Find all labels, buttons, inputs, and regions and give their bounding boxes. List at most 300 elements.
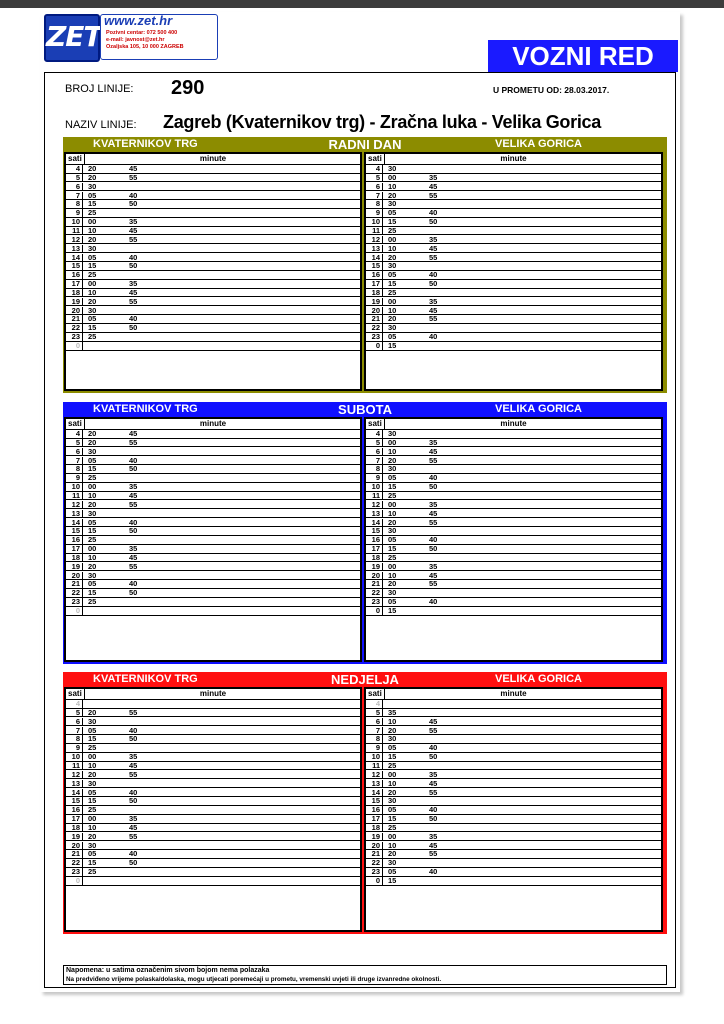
hour-row (366, 519, 661, 528)
minute-cell: 45 (429, 778, 438, 788)
hour-cell: 22 (66, 589, 83, 597)
hour-cell: 14 (366, 254, 383, 262)
hour-row (366, 718, 661, 727)
minute-cell: 45 (429, 508, 438, 518)
hour-cell: 10 (366, 753, 383, 761)
hour-row (366, 735, 661, 744)
hour-cell: 6 (66, 718, 83, 726)
hour-cell: 14 (66, 254, 83, 262)
hour-cell: 9 (366, 744, 383, 752)
zet-contact-line: Pozivni centar: 072 500 400 (106, 30, 178, 36)
minute-cell: 20 (88, 296, 97, 306)
minute-cell: 30 (388, 526, 397, 536)
hour-row (66, 527, 360, 536)
hour-cell: 19 (366, 833, 383, 841)
hour-row (66, 868, 360, 877)
timetable-frame (44, 72, 676, 988)
hour-row (66, 271, 360, 280)
minute-cell: 30 (388, 199, 397, 209)
destination-title: VELIKA GORICA (495, 403, 582, 415)
minute-cell: 55 (129, 234, 138, 244)
minutes-header: minute (199, 689, 227, 698)
hour-cell: 13 (66, 245, 83, 253)
minute-cell: 00 (388, 296, 397, 306)
origin-title: KVATERNIKOV TRG (93, 138, 198, 150)
hour-cell: 7 (366, 727, 383, 735)
hour-cell: 23 (66, 868, 83, 876)
zet-contact-line: e-mail: javnost@zet.hr (106, 37, 165, 43)
minute-cell: 15 (388, 217, 397, 227)
hour-cell: 9 (66, 474, 83, 482)
hour-cell: 6 (366, 718, 383, 726)
hour-cell: 9 (66, 744, 83, 752)
hour-cell: 4 (66, 165, 83, 173)
hour-row (366, 439, 661, 448)
line-name: Zagreb (Kvaternikov trg) - Zračna luka - Velika Gorica (163, 112, 601, 132)
minutes-header: minute (500, 419, 527, 428)
hour-row (66, 554, 360, 563)
hour-row (366, 324, 661, 333)
hour-row (366, 333, 661, 342)
minute-cell: 45 (129, 225, 138, 235)
hour-cell: 14 (66, 789, 83, 797)
hour-cell: 21 (66, 850, 83, 858)
minute-cell: 25 (388, 287, 397, 297)
minute-cell: 15 (388, 544, 397, 554)
hour-row (366, 877, 661, 886)
minute-cell: 40 (429, 473, 438, 483)
minute-cell: 55 (429, 455, 438, 465)
minute-cell: 50 (129, 734, 138, 744)
minute-cell: 55 (129, 707, 138, 717)
hour-cell: 11 (366, 492, 383, 500)
minute-cell: 15 (388, 482, 397, 492)
hour-row (366, 271, 661, 280)
minute-cell: 20 (88, 707, 97, 717)
minute-cell: 20 (88, 172, 97, 182)
minute-cell: 55 (429, 517, 438, 527)
minute-cell: 35 (429, 831, 438, 841)
hour-row (66, 598, 360, 607)
minute-cell: 45 (429, 181, 438, 191)
minute-cell: 25 (88, 270, 97, 280)
hour-cell: 21 (366, 850, 383, 858)
minute-cell: 25 (88, 597, 97, 607)
hour-row (366, 307, 661, 316)
hour-row (66, 700, 360, 709)
hour-row (366, 457, 661, 466)
day-title: SUBOTA (338, 402, 392, 417)
minute-cell: 15 (88, 588, 97, 598)
minute-cell: 40 (429, 270, 438, 280)
hour-cell: 22 (66, 324, 83, 332)
minute-cell: 10 (88, 760, 97, 770)
hour-cell: 10 (66, 753, 83, 761)
minute-cell: 55 (429, 314, 438, 324)
hour-cell: 11 (66, 227, 83, 235)
minute-cell: 00 (88, 279, 97, 289)
minute-cell: 05 (88, 190, 97, 200)
hour-cell: 16 (66, 271, 83, 279)
minute-cell: 25 (88, 332, 97, 342)
hour-row (366, 474, 661, 483)
minute-cell: 40 (429, 805, 438, 815)
minute-cell: 00 (388, 769, 397, 779)
hour-cell: 16 (366, 536, 383, 544)
hour-row (366, 298, 661, 307)
minute-cell: 55 (129, 769, 138, 779)
minute-cell: 15 (388, 606, 397, 615)
hour-row (66, 753, 360, 762)
hour-cell: 7 (66, 457, 83, 465)
hour-cell: 17 (366, 280, 383, 288)
hour-cell: 8 (66, 200, 83, 208)
hour-cell: 21 (66, 580, 83, 588)
minute-cell: 45 (129, 429, 138, 438)
column-divider (384, 419, 385, 430)
minute-cell: 10 (388, 243, 397, 253)
hour-cell: 19 (66, 833, 83, 841)
hour-row (66, 465, 360, 474)
minute-cell: 30 (388, 164, 397, 173)
minute-cell: 40 (129, 787, 138, 797)
minute-cell: 15 (88, 464, 97, 474)
hour-cell: 23 (66, 598, 83, 606)
minute-cell: 10 (388, 716, 397, 726)
hour-cell: 12 (366, 771, 383, 779)
minute-cell: 00 (88, 752, 97, 762)
hour-row (66, 718, 360, 727)
minute-cell: 10 (88, 287, 97, 297)
hour-cell: 19 (66, 563, 83, 571)
minute-cell: 15 (88, 796, 97, 806)
hour-row (366, 289, 661, 298)
hour-cell: 19 (366, 298, 383, 306)
minute-cell: 45 (129, 490, 138, 500)
day-title: NEDJELJA (331, 672, 399, 687)
minute-cell: 35 (388, 707, 397, 717)
minute-cell: 35 (129, 482, 138, 492)
minute-cell: 55 (429, 849, 438, 859)
hour-row (366, 174, 661, 183)
minute-cell: 45 (429, 570, 438, 580)
hour-row (66, 580, 360, 589)
hour-row (66, 735, 360, 744)
departures-left-column (64, 417, 362, 662)
hour-row (366, 192, 661, 201)
hour-cell: 13 (366, 245, 383, 253)
minute-cell: 15 (88, 323, 97, 333)
hour-row (66, 218, 360, 227)
minute-cell: 45 (429, 243, 438, 253)
hour-cell: 7 (366, 457, 383, 465)
minute-cell: 25 (388, 760, 397, 770)
hour-row (366, 709, 661, 718)
minute-cell: 40 (129, 849, 138, 859)
hour-cell: 20 (366, 842, 383, 850)
departures-right-column (364, 417, 663, 662)
hour-cell: 12 (66, 501, 83, 509)
origin-title: KVATERNIKOV TRG (93, 403, 198, 415)
hour-row (366, 165, 661, 174)
hour-row (366, 563, 661, 572)
minute-cell: 35 (429, 296, 438, 306)
minute-cell: 20 (88, 831, 97, 841)
minute-cell: 35 (429, 769, 438, 779)
minute-cell: 50 (129, 323, 138, 333)
minute-cell: 00 (88, 544, 97, 554)
hour-row (66, 789, 360, 798)
minute-cell: 45 (429, 840, 438, 850)
hour-row (66, 589, 360, 598)
minute-cell: 40 (129, 190, 138, 200)
minute-cell: 55 (129, 296, 138, 306)
column-divider (84, 419, 85, 430)
hour-cell: 12 (366, 501, 383, 509)
hour-cell: 10 (66, 483, 83, 491)
minute-cell: 05 (388, 270, 397, 280)
hour-row (366, 598, 661, 607)
hour-cell: 11 (66, 762, 83, 770)
hour-row (366, 700, 661, 709)
hour-cell: 21 (366, 315, 383, 323)
minute-cell: 50 (429, 544, 438, 554)
minute-cell: 55 (429, 725, 438, 735)
hour-cell: 4 (66, 700, 83, 708)
minute-cell: 40 (429, 332, 438, 342)
hour-row (366, 430, 661, 439)
hour-row (66, 430, 360, 439)
minute-cell: 10 (388, 181, 397, 191)
hour-row (66, 501, 360, 510)
hour-row (66, 519, 360, 528)
hour-row (366, 780, 661, 789)
hour-cell: 16 (366, 806, 383, 814)
minute-cell: 00 (388, 437, 397, 447)
column-header (66, 154, 360, 165)
hours-header: sati (68, 689, 82, 698)
hour-cell: 5 (366, 439, 383, 447)
hour-cell: 8 (366, 465, 383, 473)
hour-cell: 18 (366, 554, 383, 562)
column-header (366, 154, 661, 165)
hour-row (66, 727, 360, 736)
minute-cell: 05 (388, 743, 397, 753)
minute-cell: 00 (388, 831, 397, 841)
hour-row (66, 183, 360, 192)
minute-cell: 00 (88, 814, 97, 824)
hour-cell: 8 (366, 200, 383, 208)
hour-cell: 4 (66, 430, 83, 438)
minute-cell: 35 (429, 437, 438, 447)
hour-row (366, 218, 661, 227)
minute-cell: 55 (429, 787, 438, 797)
minute-cell: 30 (388, 261, 397, 271)
minute-cell: 40 (129, 455, 138, 465)
minute-cell: 40 (129, 725, 138, 735)
hour-cell: 12 (366, 236, 383, 244)
hour-cell: 20 (66, 572, 83, 580)
hour-row (366, 254, 661, 263)
hour-cell: 22 (366, 589, 383, 597)
minute-cell: 25 (88, 208, 97, 218)
minute-cell: 00 (388, 172, 397, 182)
minute-cell: 40 (429, 535, 438, 545)
hours-header: sati (68, 154, 82, 163)
hour-row (66, 245, 360, 254)
minute-cell: 50 (429, 752, 438, 762)
minutes-header: minute (199, 154, 227, 163)
hour-row (66, 200, 360, 209)
hour-row (366, 797, 661, 806)
section-header (63, 137, 667, 152)
minute-cell: 35 (129, 814, 138, 824)
hour-cell: 7 (66, 727, 83, 735)
minute-cell: 05 (88, 455, 97, 465)
minute-cell: 50 (429, 482, 438, 492)
hour-row (66, 842, 360, 851)
minute-cell: 30 (388, 858, 397, 868)
minute-cell: 45 (129, 760, 138, 770)
hour-cell: 14 (366, 519, 383, 527)
minute-cell: 55 (429, 190, 438, 200)
minute-cell: 05 (388, 867, 397, 877)
minute-cell: 20 (388, 579, 397, 589)
note-line: Napomena: u satima označenim sivom bojom nema polazaka (66, 967, 270, 974)
hour-cell: 0 (66, 877, 83, 885)
minute-cell: 25 (388, 490, 397, 500)
minute-cell: 15 (388, 279, 397, 289)
hour-row (66, 806, 360, 815)
hour-row (366, 342, 661, 351)
hour-row (366, 762, 661, 771)
minute-cell: 35 (429, 234, 438, 244)
section-radni (63, 137, 667, 393)
minute-cell: 05 (88, 517, 97, 527)
hour-cell: 21 (366, 580, 383, 588)
hour-cell: 0 (366, 342, 383, 350)
minute-cell: 25 (388, 822, 397, 832)
hour-row (66, 227, 360, 236)
hour-row (366, 771, 661, 780)
hours-header: sati (68, 419, 82, 428)
hour-row (66, 815, 360, 824)
hour-cell: 0 (366, 607, 383, 615)
line-number-label: BROJ LINIJE: (65, 83, 134, 95)
hour-cell: 22 (66, 859, 83, 867)
hour-row (66, 262, 360, 271)
hour-row (66, 192, 360, 201)
hour-row (66, 824, 360, 833)
hour-cell: 16 (366, 271, 383, 279)
column-header (66, 419, 360, 430)
hour-row (366, 842, 661, 851)
minute-cell: 00 (388, 499, 397, 509)
minute-cell: 25 (88, 473, 97, 483)
minute-cell: 40 (129, 314, 138, 324)
hour-row (66, 536, 360, 545)
hour-row (66, 607, 360, 616)
section-header (63, 672, 667, 687)
hour-cell: 17 (66, 545, 83, 553)
column-divider (384, 689, 385, 700)
minutes-header: minute (500, 154, 527, 163)
line-name-label: NAZIV LINIJE: (65, 119, 137, 131)
hour-row (66, 483, 360, 492)
hour-cell: 21 (66, 315, 83, 323)
departures-right-column (364, 152, 663, 391)
minute-cell: 25 (88, 535, 97, 545)
minute-cell: 10 (388, 840, 397, 850)
hour-row (366, 545, 661, 554)
minute-cell: 50 (429, 814, 438, 824)
hour-cell: 11 (366, 762, 383, 770)
hour-row (366, 815, 661, 824)
hour-cell: 15 (366, 797, 383, 805)
hour-cell: 5 (66, 174, 83, 182)
column-divider (84, 689, 85, 700)
section-subota (63, 402, 667, 664)
hour-row (366, 527, 661, 536)
hour-row (66, 254, 360, 263)
hour-cell: 18 (366, 289, 383, 297)
hour-row (366, 262, 661, 271)
hour-cell: 4 (366, 430, 383, 438)
minute-cell: 25 (88, 805, 97, 815)
minute-cell: 20 (388, 252, 397, 262)
minute-cell: 40 (429, 597, 438, 607)
hour-cell: 22 (366, 859, 383, 867)
hour-row (66, 510, 360, 519)
hour-row (366, 789, 661, 798)
hour-cell: 10 (366, 483, 383, 491)
hour-row (66, 709, 360, 718)
hour-row (66, 771, 360, 780)
hour-cell: 6 (366, 183, 383, 191)
hour-row (366, 859, 661, 868)
minute-cell: 55 (429, 252, 438, 262)
minute-cell: 20 (388, 725, 397, 735)
minute-cell: 25 (88, 743, 97, 753)
hour-row (366, 465, 661, 474)
hour-row (66, 315, 360, 324)
minute-cell: 10 (388, 446, 397, 456)
minute-cell: 05 (88, 787, 97, 797)
minute-cell: 05 (388, 535, 397, 545)
hour-cell: 17 (366, 815, 383, 823)
minute-cell: 40 (429, 867, 438, 877)
hour-row (66, 850, 360, 859)
minute-cell: 10 (388, 508, 397, 518)
hour-row (66, 833, 360, 842)
hour-row (66, 545, 360, 554)
minute-cell: 40 (129, 252, 138, 262)
hour-row (66, 174, 360, 183)
destination-title: VELIKA GORICA (495, 138, 582, 150)
minute-cell: 20 (388, 190, 397, 200)
minute-cell: 30 (88, 508, 97, 518)
hour-row (366, 236, 661, 245)
hour-row (366, 833, 661, 842)
minute-cell: 40 (129, 517, 138, 527)
minute-cell: 00 (88, 482, 97, 492)
hour-row (66, 307, 360, 316)
minute-cell: 30 (388, 734, 397, 744)
hour-cell: 19 (66, 298, 83, 306)
hour-cell: 4 (366, 165, 383, 173)
hour-row (366, 492, 661, 501)
hour-cell: 23 (66, 333, 83, 341)
